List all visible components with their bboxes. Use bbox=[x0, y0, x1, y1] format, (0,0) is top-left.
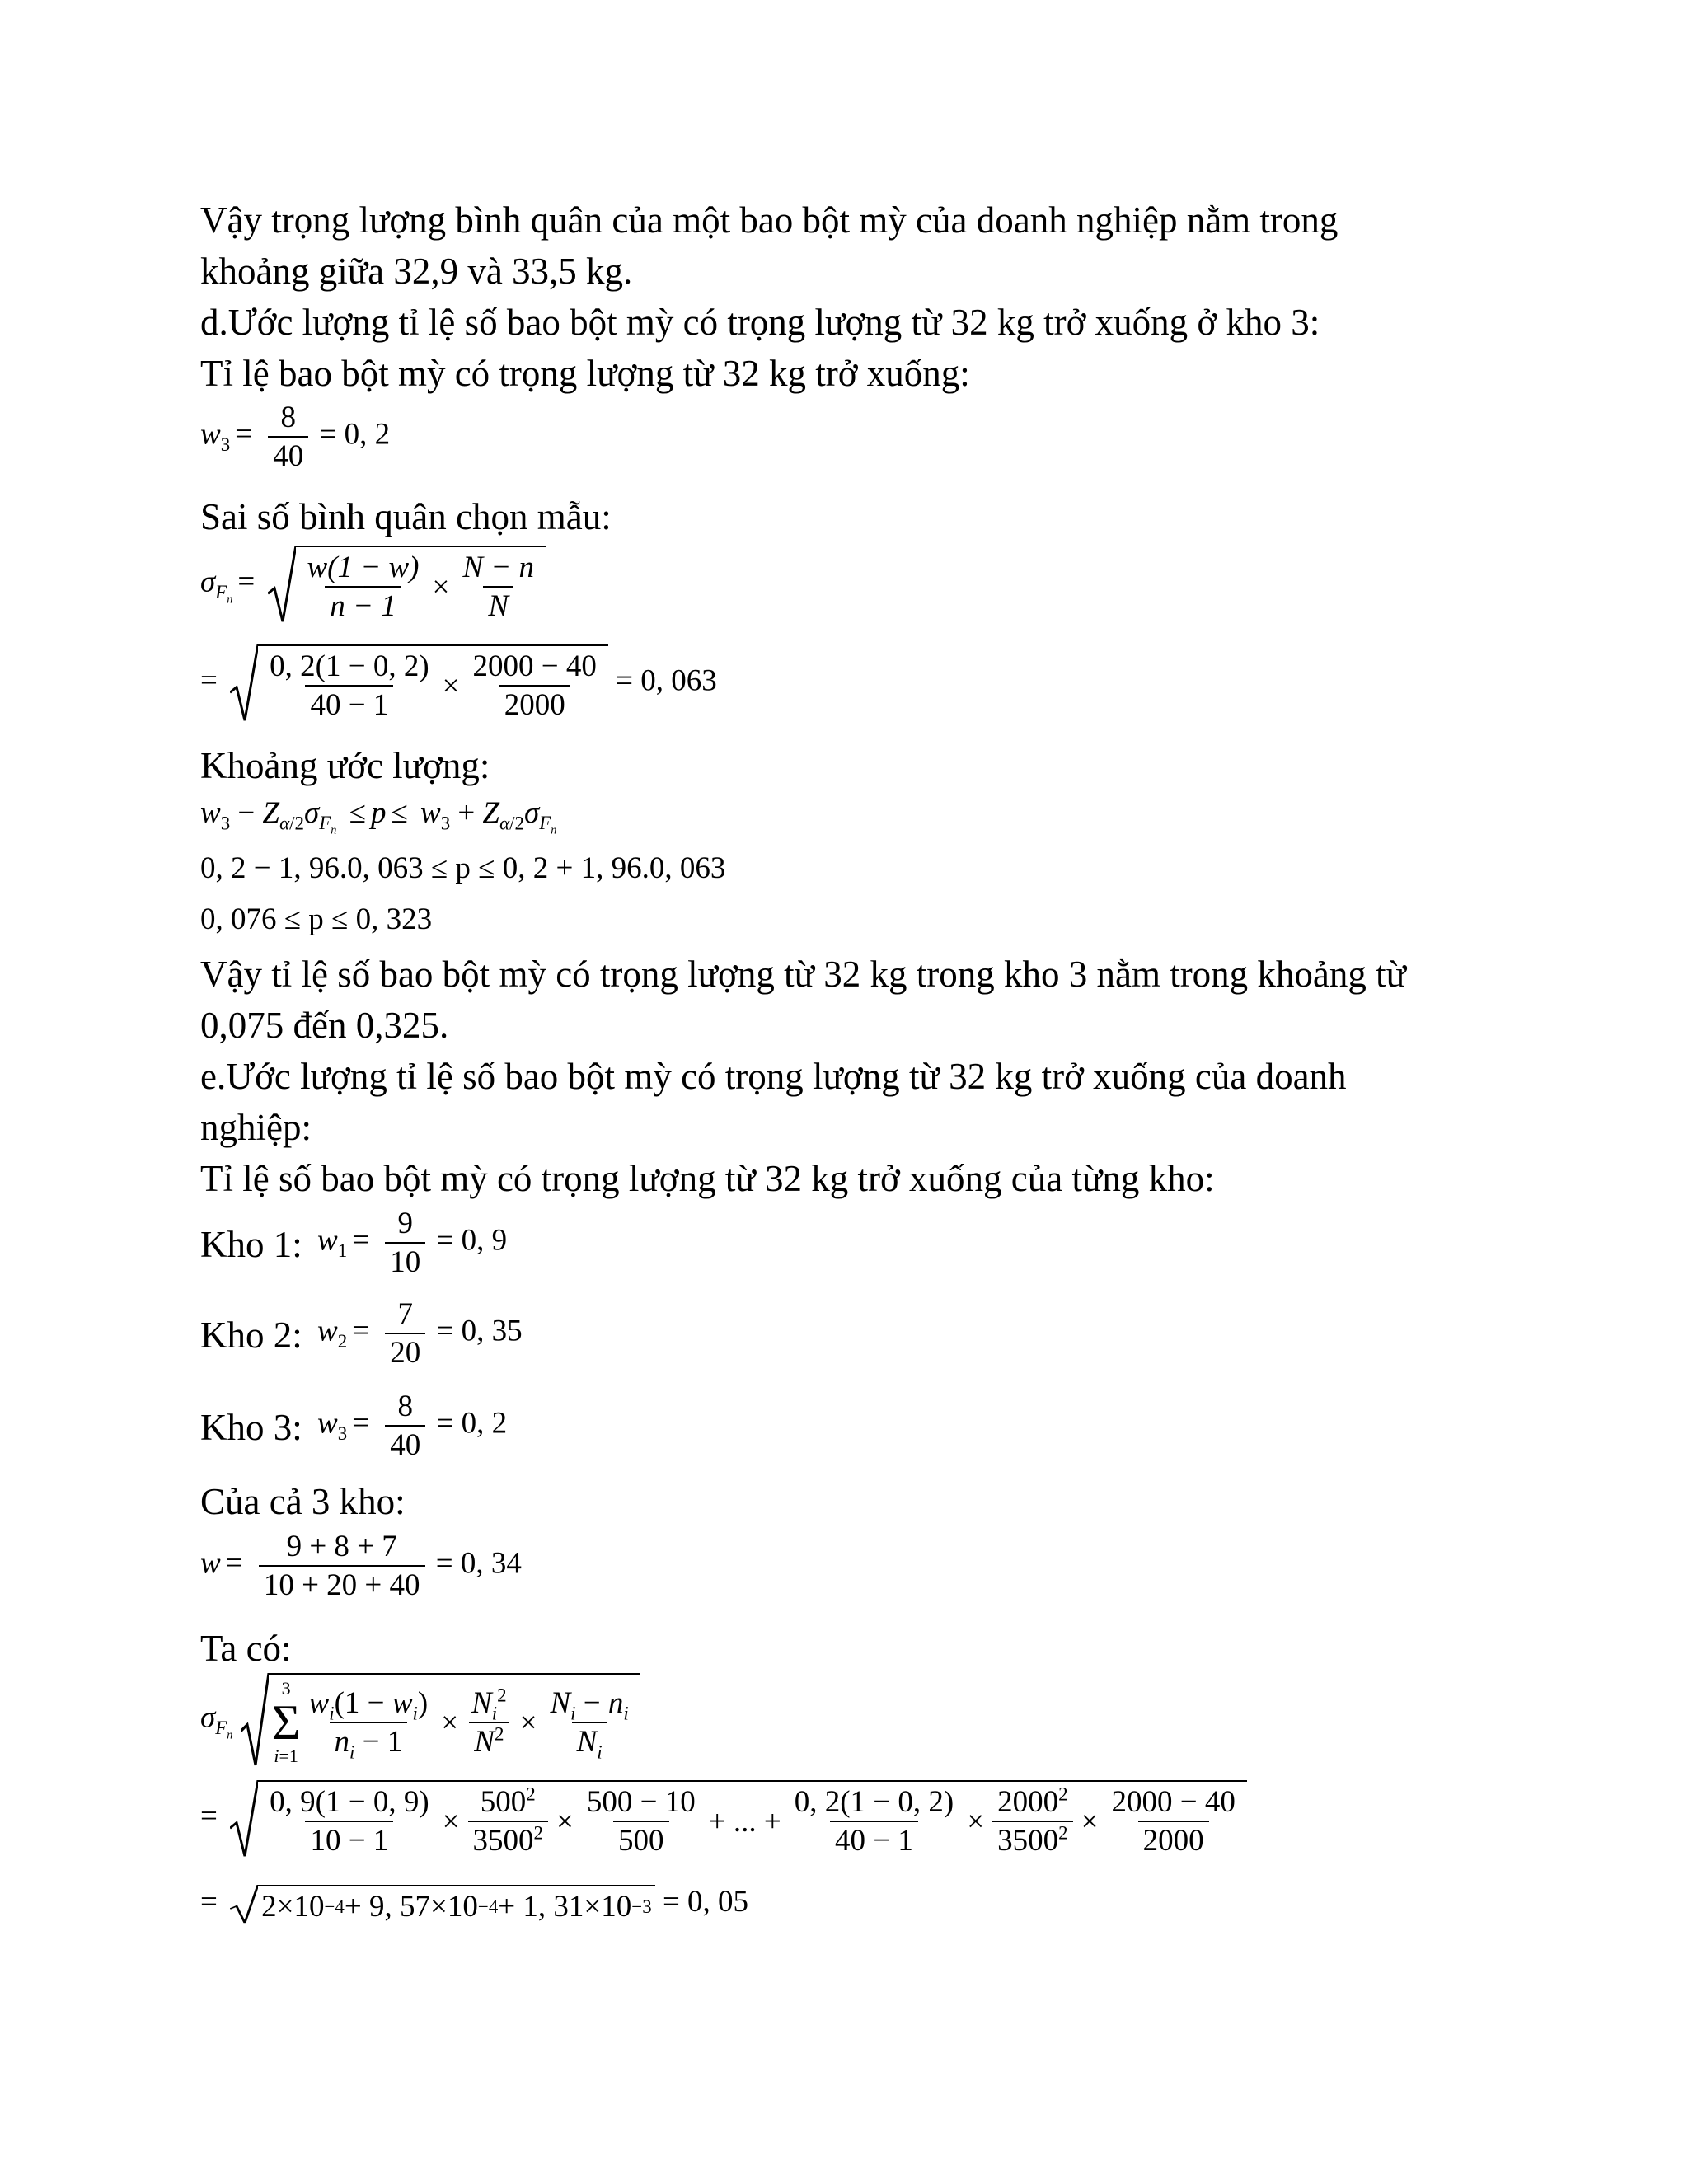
paragraph-text: Khoảng ước lượng: bbox=[200, 745, 490, 786]
paragraph-text: 0,075 đến 0,325. bbox=[200, 1005, 449, 1046]
formula-w3-kho: $w_3$ = $\frac{8}{40}$ = 0, 2 bbox=[317, 1390, 508, 1462]
formula-ci-general: $w_3 - Z_{\alpha/2}\sigma_{F_n} \le p \le w_3 + Z_{\alpha/2}\sigma_{F_n}$ bbox=[200, 796, 557, 837]
formula-ci-result: 0, 076 ≤ p ≤ 0, 323 bbox=[200, 902, 433, 936]
sqrt-sign: 3 Σ i=1 $\frac{w_i(1 - w_i)}{n_i - 1}$ × $\frac{N_i^2}{N^2}$ × $\frac{N_i - n_i}{N_i}$ bbox=[241, 1673, 640, 1767]
sqrt-sign: 2×10 −4 + 9, 57×10 −4 + 1, 31×10 −3 bbox=[230, 1885, 655, 1924]
summation-sign: 3 Σ i=1 bbox=[271, 1678, 301, 1766]
formula-w2: $w_2$ = $\frac{7}{20}$ = 0, 35 bbox=[317, 1297, 523, 1370]
paragraph-text: Tỉ lệ bao bột mỳ có trọng lượng từ 32 kg trở xuống: bbox=[200, 353, 970, 394]
formula-ci-numeric: 0, 2 − 1, 96.0, 063 ≤ p ≤ 0, 2 + 1, 96.0, 063 bbox=[200, 851, 726, 885]
formula-stratified-numeric: = $\frac{0, 9(1 - 0, 9)}{10 - 1}$ × $\frac{500^2}{3500^2}$ × $\frac{500 - 10}{500}$ + ... + $\frac{0, 2(1 - 0, 2)}{40 - 1}$ × $\frac{2000^2}{3500^2}$ × $\frac{2000 - 40}{2000}$ bbox=[200, 1780, 1247, 1858]
formula-w1: $w_1$ = $\frac{9}{10}$ = 0, 9 bbox=[317, 1207, 508, 1279]
formula-w-total: w = $\frac{9 + 8 + 7}{10 + 20 + 40}$ = 0, 34 bbox=[200, 1530, 522, 1602]
section-heading-d: d.Ước lượng tỉ lệ số bao bột mỳ có trọng lượng từ 32 kg trở xuống ở kho 3: bbox=[200, 302, 1320, 343]
sqrt-sign: $\frac{0, 2(1 - 0, 2)}{40 - 1}$ × $\frac{2000 - 40}{2000}$ bbox=[230, 644, 608, 722]
paragraph-text: Sai số bình quân chọn mẫu: bbox=[200, 496, 612, 537]
formula-final-result: = 2×10 −4 + 9, 57×10 −4 + 1, 31×10 −3 = 0, 05 bbox=[200, 1884, 749, 1924]
formula-sampling-error: $\sigma_{F_n}=$ $\frac{w(1 - w)}{n - 1}$ × $\frac{N - n}{N}$ bbox=[200, 546, 546, 623]
kho-1-label: Kho 1: bbox=[200, 1224, 302, 1265]
section-heading-e: e.Ước lượng tỉ lệ số bao bột mỳ có trọng lượng từ 32 kg trở xuống của doanh bbox=[200, 1056, 1347, 1097]
paragraph-text: khoảng giữa 32,9 và 33,5 kg. bbox=[200, 251, 633, 292]
formula-sampling-error-value: = $\frac{0, 2(1 - 0, 2)}{40 - 1}$ × $\frac{2000 - 40}{2000}$ = 0, 063 bbox=[200, 644, 717, 722]
formula-stratified-error: $\sigma_{F_n}$ 3 Σ i=1 $\frac{w_i(1 - w_i)}{n_i - 1}$ × $\frac{N_i^2}{N^2}$ × $\frac{N_i - n_i}{N_i}$ bbox=[200, 1673, 640, 1767]
sqrt-sign: $\frac{0, 9(1 - 0, 9)}{10 - 1}$ × $\frac{500^2}{3500^2}$ × $\frac{500 - 10}{500}$ + ... + $\frac{0, 2(1 - 0, 2)}{40 - 1}$ × $\frac{2000^2}{3500^2}$ × $\frac{2000 - 40}{2000}$ bbox=[230, 1780, 1247, 1858]
kho-2-label: Kho 2: bbox=[200, 1315, 302, 1356]
paragraph-text: nghiệp: bbox=[200, 1107, 312, 1148]
paragraph-text: Của cả 3 kho: bbox=[200, 1481, 406, 1522]
paragraph-text: Vậy tỉ lệ số bao bột mỳ có trọng lượng từ 32 kg trong kho 3 nằm trong khoảng từ bbox=[200, 954, 1407, 995]
paragraph-text: Ta có: bbox=[200, 1628, 292, 1669]
paragraph-text: Vậy trọng lượng bình quân của một bao bột mỳ của doanh nghiệp nằm trong bbox=[200, 199, 1339, 241]
paragraph-text: Tỉ lệ số bao bột mỳ có trọng lượng từ 32 kg trở xuống của từng kho: bbox=[200, 1158, 1215, 1199]
sqrt-sign: $\frac{w(1 - w)}{n - 1}$ × $\frac{N - n}{N}$ bbox=[268, 546, 546, 623]
formula-w3: $w_3$ = $\frac{8}{40}$ = 0, 2 bbox=[200, 401, 391, 473]
kho-3-label: Kho 3: bbox=[200, 1407, 302, 1448]
